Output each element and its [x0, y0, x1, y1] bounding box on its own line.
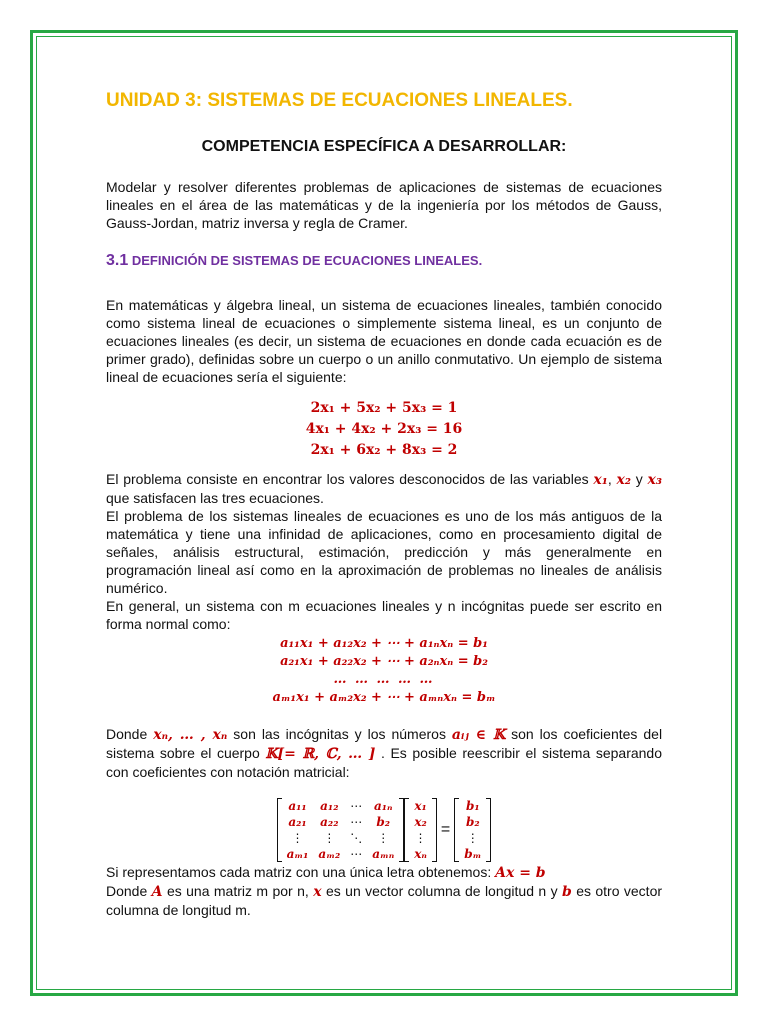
matrix-cell: ⋯ — [350, 799, 363, 813]
problem-paragraph — [106, 470, 662, 507]
donde-text: Donde — [106, 726, 148, 742]
field-math: 𝕂[= ℝ, ℂ, … ] — [265, 746, 376, 762]
matrix-cell: aₘ₁ — [286, 847, 309, 861]
single-letter-paragraph — [106, 863, 662, 882]
single-letter-text: Si representamos cada matriz con una única letra obtenemos: — [106, 864, 492, 880]
matrix-cell: a₁ₙ — [373, 799, 393, 813]
matrix-cell: ⋱ — [350, 831, 363, 845]
problem-text-end: que satisfacen las tres ecuaciones. — [106, 490, 324, 506]
var-A: A — [151, 884, 163, 900]
separator: y — [635, 471, 643, 487]
donde-text: son los coeficientes del sistema sobre el cuerpo — [106, 726, 663, 761]
final-text: es otro vector columna de longitud m. — [106, 883, 663, 918]
general-equation: aₘ₁x₁ + aₘ₂x₂ + ⋯ + aₘₙxₙ = bₘ — [272, 690, 496, 705]
general-equation: a₁₁x₁ + a₁₂x₂ + ⋯ + a₁ₙxₙ = b₁ — [280, 636, 488, 651]
final-text: es una matriz m por n, — [166, 883, 309, 899]
matrix-cell: a₁₂ — [320, 799, 339, 813]
matrix-cell: aₘₙ — [372, 847, 395, 861]
general-dots-row: … … … … … — [333, 672, 435, 687]
competencia-text: Modelar y resolver diferentes problemas de aplicaciones de sistemas de ecuaciones lineales en el área de las matemáticas y de la ingeniería por los métodos de Gauss, Gauss-Jordan, matriz inversa y regla de Cramer. — [106, 179, 662, 231]
matrix-cell: ⋯ — [350, 815, 363, 829]
matrix-a — [277, 798, 405, 862]
vector-cell: ⋮ — [414, 831, 427, 845]
section-heading — [106, 252, 662, 270]
matrix-cell: aₘ₂ — [318, 847, 341, 861]
matrix-cell: ⋮ — [377, 831, 390, 845]
equals-sign: = — [440, 821, 451, 838]
donde-text: son las incógnitas y los números — [233, 726, 446, 742]
general-equation: a₂₁x₁ + a₂₂x₂ + ⋯ + a₂ₙxₙ = b₂ — [280, 654, 488, 669]
vector-x — [404, 798, 437, 862]
unknowns-math: xₙ, … , xₙ — [153, 727, 228, 743]
var-x2: x₂ — [616, 472, 632, 488]
matrix-cell: ⋮ — [291, 831, 304, 845]
var-b: b — [561, 884, 572, 900]
matrix-cell: b₂ — [376, 815, 391, 829]
competencia-heading: COMPETENCIA ESPECÍFICA A DESARROLLAR: — [201, 138, 567, 155]
example-system — [106, 398, 662, 461]
intro-paragraph: En matemáticas y álgebra lineal, un sistema de ecuaciones lineales, también conocido como sistema lineal de ecuaciones o simplemente sistema lineal, es un conjunto de ecuaciones lineales (es decir, un sistema de ecuaciones en donde cada ecuación es de primer grado), definidas sobre un cuerpo o un anillo conmutativo. Un ejemplo de sistema lineal de ecuaciones sería el siguiente: — [106, 297, 662, 385]
general-paragraph: En general, un sistema con m ecuaciones lineales y n incógnitas puede ser escrito en forma normal como: — [106, 598, 662, 632]
vector-cell: x₁ — [414, 799, 427, 813]
vector-cell: x₂ — [414, 815, 427, 829]
example-equation: 2x₁ + 5x₂ + 5x₃ = 1 — [310, 400, 458, 416]
matrix-cell: a₁₁ — [288, 799, 307, 813]
example-equation: 2x₁ + 6x₂ + 8x₃ = 2 — [310, 442, 458, 458]
problem-text: El problema consiste en encontrar los valores desconocidos de las variables — [106, 471, 589, 487]
matrix-cell: a₂₂ — [320, 815, 339, 829]
vector-cell: ⋮ — [466, 831, 479, 845]
vector-cell: bₘ — [464, 847, 482, 861]
var-x3: x₃ — [647, 472, 663, 488]
example-equation: 4x₁ + 4x₂ + 2x₃ = 16 — [305, 421, 463, 437]
vector-cell: b₁ — [465, 799, 480, 813]
var-x: x — [313, 884, 322, 900]
final-text: Donde — [106, 883, 148, 899]
ax-equals-b: Ax = b — [495, 865, 546, 881]
donde-text: . Es posible reescribir el sistema separando con coeficientes con notación matricial: — [106, 745, 663, 780]
donde-paragraph — [106, 725, 662, 781]
history-paragraph: El problema de los sistemas lineales de ecuaciones es uno de los más antiguos de la matemática y tiene una infinidad de aplicaciones, como en procesamiento digital de señales, análisis estructural, estimación, predicción y más generalmente en programación lineal así como en la aproximación de problemas no lineales de análisis numérico. — [106, 508, 662, 596]
separator: , — [607, 471, 612, 487]
section-number: 3.1 — [106, 252, 129, 269]
general-system — [106, 635, 662, 707]
vector-cell: xₙ — [414, 847, 427, 861]
matrix-equation — [106, 797, 662, 863]
final-paragraph — [106, 882, 662, 919]
document-content — [106, 90, 662, 919]
matrix-cell: a₂₁ — [288, 815, 307, 829]
vector-cell: b₂ — [465, 815, 480, 829]
vector-b — [454, 798, 491, 862]
final-text: es un vector columna de longitud n y — [325, 883, 558, 899]
matrix-cell: ⋯ — [350, 847, 363, 861]
matrix-cell: ⋮ — [323, 831, 336, 845]
var-x1: x₁ — [593, 472, 608, 488]
coef-math: aᵢⱼ ∈ 𝕂 — [451, 727, 506, 743]
unit-title: UNIDAD 3: SISTEMAS DE ECUACIONES LINEALES. — [106, 90, 573, 111]
section-title: DEFINICIÓN DE SISTEMAS DE ECUACIONES LINEALES. — [131, 253, 483, 268]
